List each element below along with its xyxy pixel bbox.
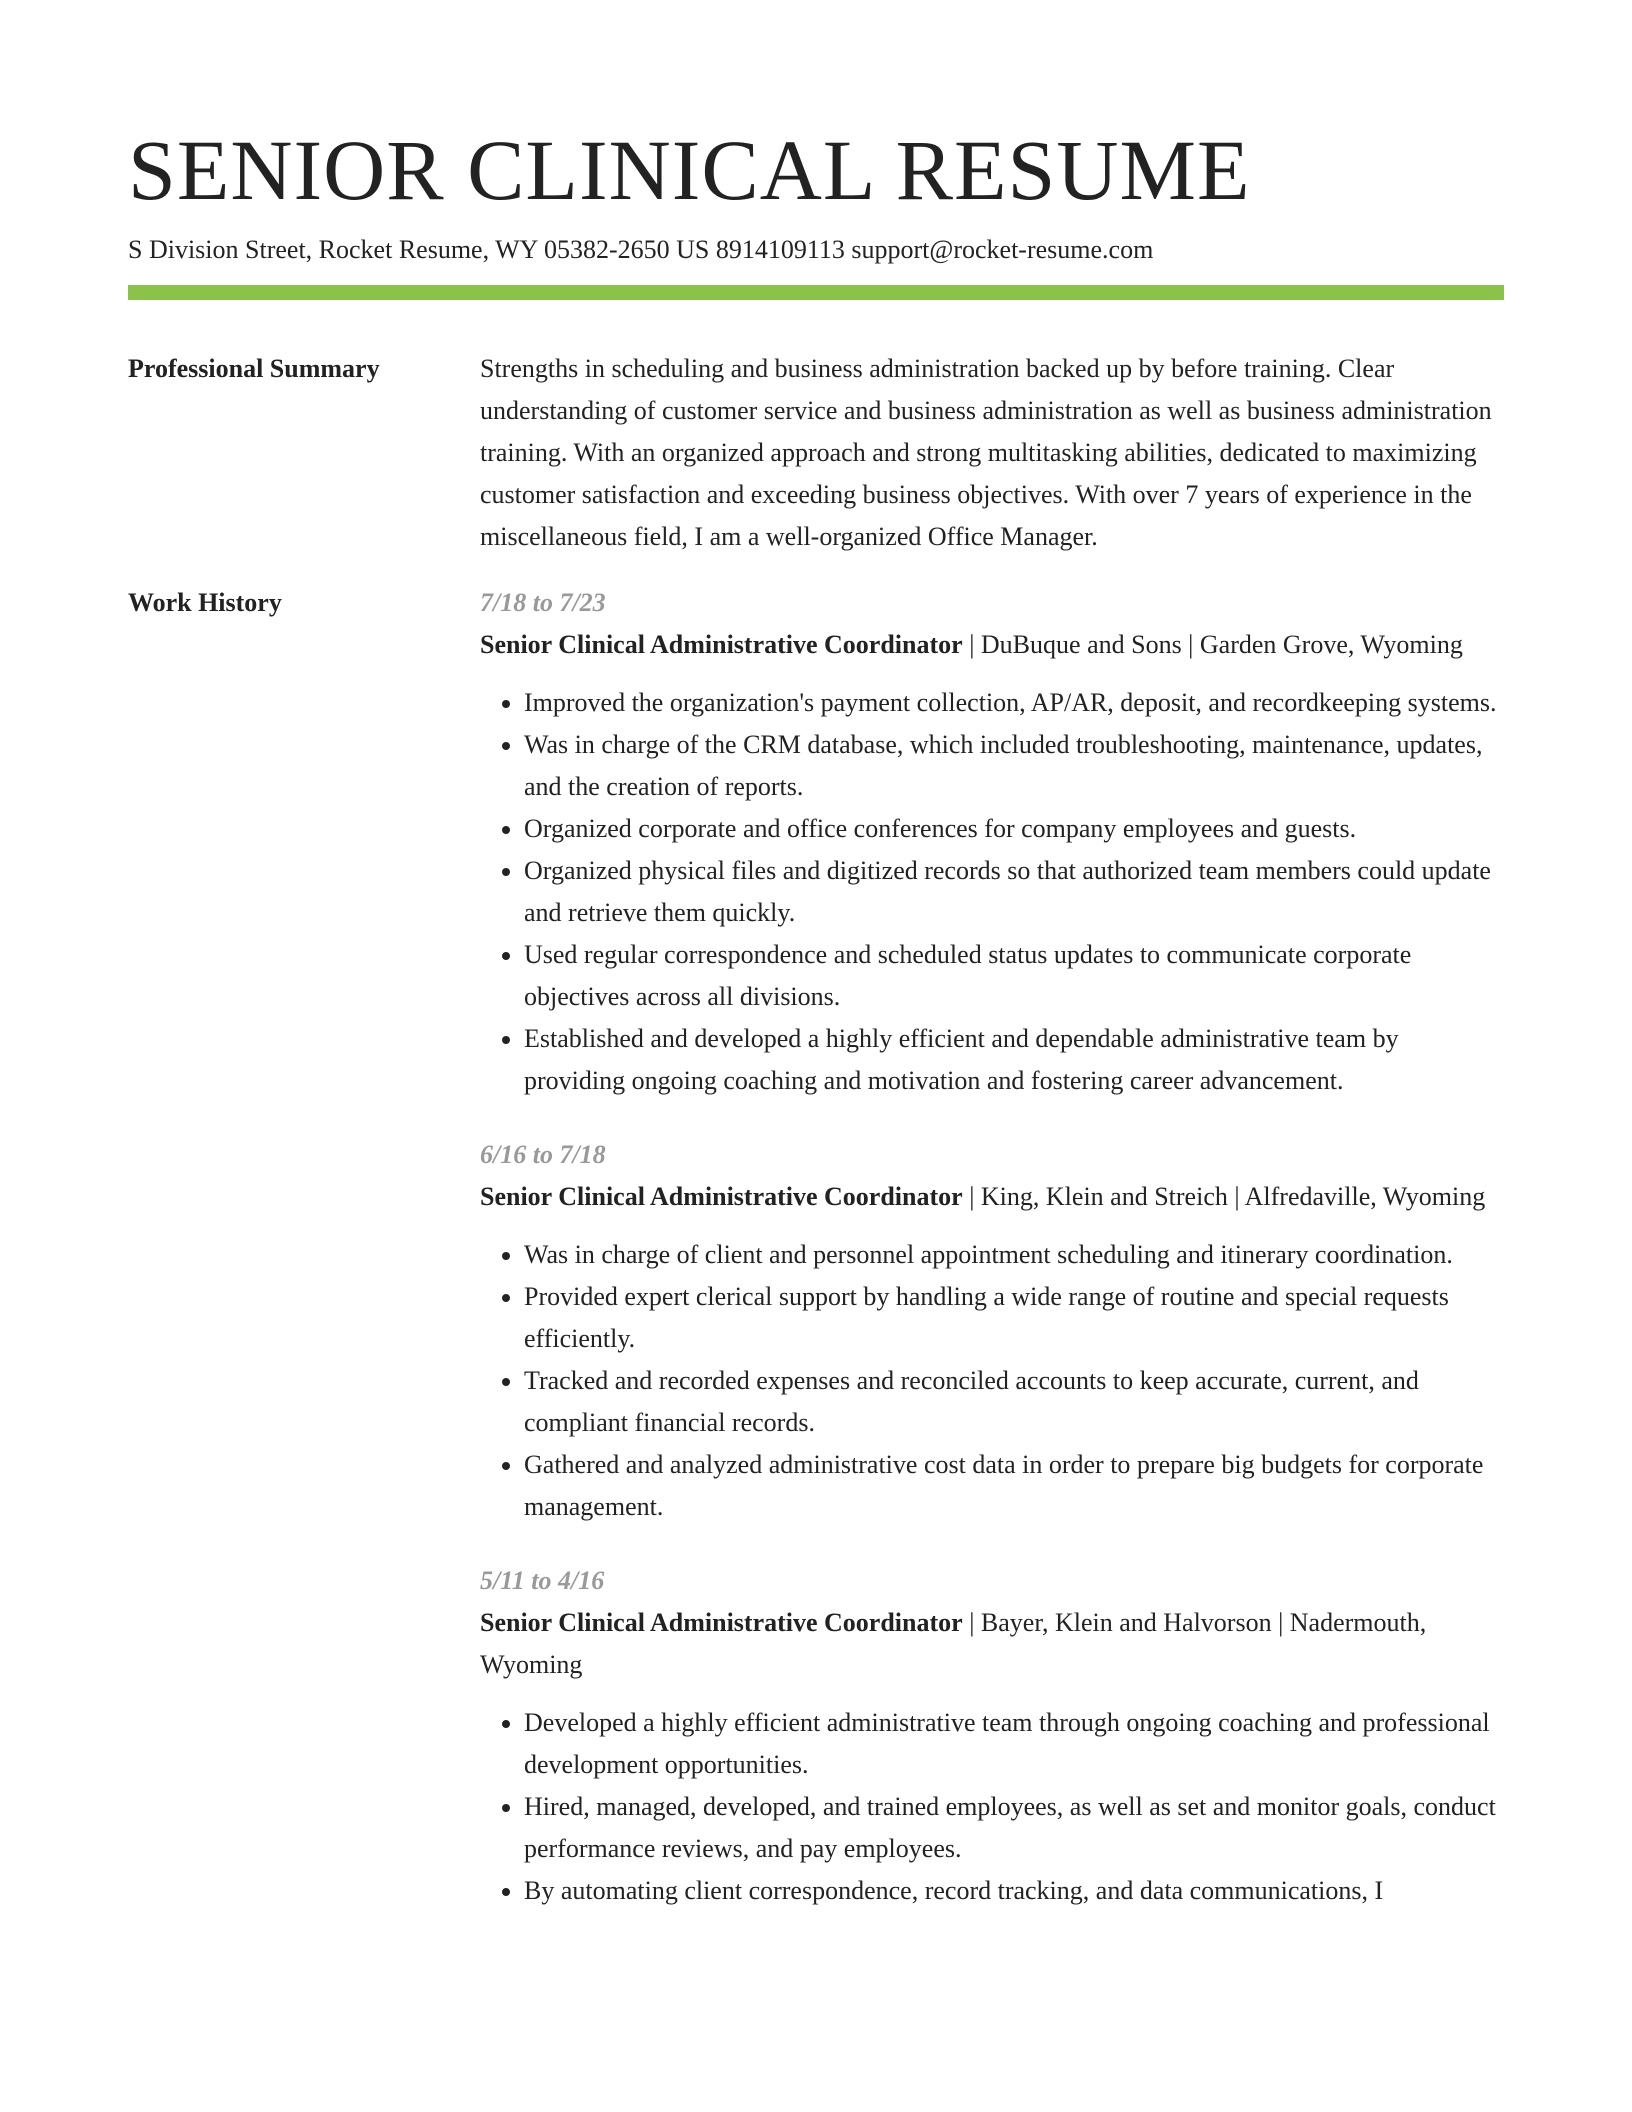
job-entry xyxy=(480,1560,1504,1912)
job-bullet: • Organized physical files and digitized records so that authorized team members could update and retrieve them quickly. xyxy=(524,850,1504,934)
job-dates: 6/16 to 7/18 xyxy=(480,1140,606,1169)
job-bullet: • Hired, managed, developed, and trained employees, as well as set and monitor goals, conduct performance reviews, and pay employees. xyxy=(524,1786,1504,1870)
job-bullet-list xyxy=(480,1702,1504,1912)
job-bullet: • By automating client correspondence, record tracking, and data communications, I xyxy=(524,1870,1504,1912)
section-label: Work History xyxy=(128,588,282,617)
job-title: Senior Clinical Administrative Coordinator xyxy=(480,630,963,659)
job-title: Senior Clinical Administrative Coordinator xyxy=(480,1182,963,1211)
job-bullet: • Organized corporate and office conferences for company employees and guests. xyxy=(524,808,1504,850)
job-headline xyxy=(480,1176,1504,1218)
job-bullet: • Was in charge of the CRM database, which included troubleshooting, maintenance, updates, and the creation of reports. xyxy=(524,724,1504,808)
summary-text: Strengths in scheduling and business administration backed up by before training. Clear understanding of customer service and business administration as well as business administration training. With an organized approach and strong multitasking abilities, dedicated to maximizing customer satisfaction and exceeding business objectives. With over 7 years of experience in the miscellaneous field, I am a well-organized Office Manager. xyxy=(480,354,1492,551)
section-label: Professional Summary xyxy=(128,354,380,383)
section-content xyxy=(480,348,1504,558)
job-bullet-list xyxy=(480,1234,1504,1528)
job-dates: 5/11 to 4/16 xyxy=(480,1566,605,1595)
job-bullet: • Used regular correspondence and scheduled status updates to communicate corporate objectives across all divisions. xyxy=(524,934,1504,1018)
job-headline xyxy=(480,624,1504,666)
job-bullet-list xyxy=(480,682,1504,1102)
job-entry xyxy=(480,1134,1504,1528)
job-bullet: • Was in charge of client and personnel appointment scheduling and itinerary coordination. xyxy=(524,1234,1504,1276)
professional-summary-section xyxy=(128,348,1504,558)
job-company-location: | Bayer, Klein and Halvorson | Nadermouth, Wyoming xyxy=(480,1608,1427,1679)
job-dates: 7/18 to 7/23 xyxy=(480,588,606,617)
resume-title: SENIOR CLINICAL RESUME xyxy=(128,122,1251,218)
job-title: Senior Clinical Administrative Coordinator xyxy=(480,1608,963,1637)
resume-page xyxy=(128,120,1504,1944)
job-entry xyxy=(480,582,1504,1102)
job-bullet: • Provided expert clerical support by handling a wide range of routine and special requests efficiently. xyxy=(524,1276,1504,1360)
job-bullet: • Gathered and analyzed administrative cost data in order to prepare big budgets for corporate management. xyxy=(524,1444,1504,1528)
job-list xyxy=(480,582,1504,1944)
job-headline xyxy=(480,1602,1504,1686)
job-bullet: • Tracked and recorded expenses and reconciled accounts to keep accurate, current, and compliant financial records. xyxy=(524,1360,1504,1444)
job-bullet: • Improved the organization's payment collection, AP/AR, deposit, and recordkeeping systems. xyxy=(524,682,1504,724)
header-divider xyxy=(128,285,1504,300)
job-bullet: • Developed a highly efficient administrative team through ongoing coaching and professional development opportunities. xyxy=(524,1702,1504,1786)
contact-line: S Division Street, Rocket Resume, WY 05382-2650 US 8914109113 support@rocket-resume.com xyxy=(128,235,1154,264)
job-bullet: • Established and developed a highly efficient and dependable administrative team by providing ongoing coaching and motivation and fostering career advancement. xyxy=(524,1018,1504,1102)
job-company-location: | DuBuque and Sons | Garden Grove, Wyoming xyxy=(962,630,1463,659)
work-history-section xyxy=(128,582,1504,1944)
job-company-location: | King, Klein and Streich | Alfredaville, Wyoming xyxy=(962,1182,1486,1211)
